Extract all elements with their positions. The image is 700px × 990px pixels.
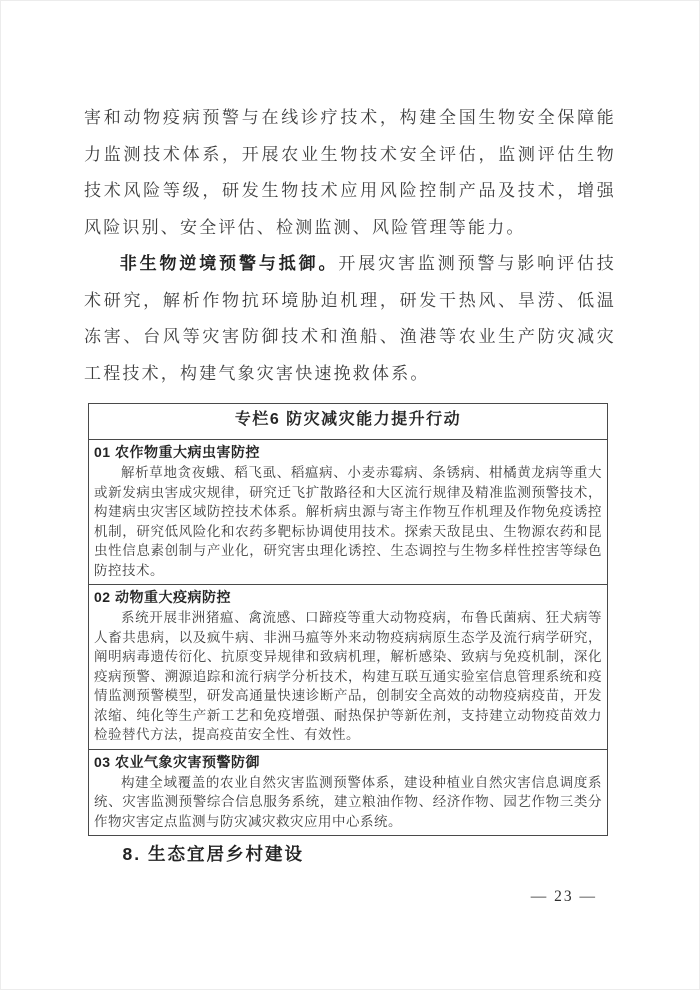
paragraph-lead-bold: 非生物逆境预警与抵御。 <box>119 254 339 273</box>
box-title-row <box>89 404 608 440</box>
box-section-01-heading: 01 农作物重大病虫害防控 <box>94 444 260 460</box>
body-text-block <box>84 100 616 392</box>
box-section-03-heading: 03 农业气象灾害预警防御 <box>94 753 260 770</box>
box-section-01-body: 解析草地贪夜蛾、稻飞虱、稻瘟病、小麦赤霉病、条锈病、柑橘黄龙病等重大或新发病虫害成灾规律，研究迁飞扩散路径和大区流行规律及精准监测预警技术，构建病虫灾害区域防控技术体系。解析病虫源与寄主作物互作机理及作物免疫诱控机制，研究低风险化和农药多靶标协调使用技术。探索天敌昆虫、生物源农药和昆虫性信息素创制与产业化，研究害虫理化诱控、生态调控与生物多样性控害等绿色防控技术。 <box>94 465 602 578</box>
box-section-row <box>89 440 608 585</box>
box-section-03 <box>89 749 608 836</box>
box-section-row <box>89 585 608 750</box>
box-section-02-body: 系统开展非洲猪瘟、禽流感、口蹄疫等重大动物疫病，布鲁氏菌病、狂犬病等人畜共患病，以及疯牛病、非洲马瘟等外来动物疫病病原生态学及流行病学研究，阐明病毒遗传衍化、抗原变异规律和致病机理，解析感染、致病与免疫机制，深化疫病预警、溯源追踪和流行病学分析技术，构建互联互通实验室信息管理系统和疫情监测预警模型，研发高通量快速诊断产品，创制安全高效的动物疫病疫苗，开发浓缩、纯化等生产新工艺和免疫增强、耐热保护等新佐剂，支持建立动物疫苗效力检验替代方法，提高疫苗安全性、有效性。 <box>94 610 602 742</box>
box-section-01 <box>89 440 608 585</box>
box-section-02-heading: 02 动物重大疫病防控 <box>94 589 231 605</box>
section-8-heading: 8. 生态宜居乡村建设 <box>122 844 304 864</box>
paragraph-abiotic-stress <box>84 246 616 392</box>
paragraph-continuation: 害和动物疫病预警与在线诊疗技术，构建全国生物安全保障能力监测技术体系，开展农业生物技术安全评估，监测评估生物技术风险等级，研发生物技术应用风险控制产品及技术，增强风险识别、安全评估、检测监测、风险管理等能力。 <box>84 108 616 237</box>
column-6-box <box>88 403 608 836</box>
page-number: — 23 — <box>530 888 597 905</box>
box-section-02 <box>89 585 608 750</box>
box-title: 专栏6 防灾减灾能力提升行动 <box>89 404 608 440</box>
box-section-row <box>89 749 608 836</box>
paragraph-body-text: 开展灾害监测预警与影响评估技术研究，解析作物抗环境胁迫机理，研发干热风、旱涝、低温冻害、台风等灾害防御技术和渔船、渔港等农业生产防灾减灾工程技术，构建气象灾害快速挽救体系。 <box>84 254 616 383</box>
box-section-03-body: 构建全域覆盖的农业自然灾害监测预警体系，建设种植业自然灾害信息调度系统、灾害监测预警综合信息服务系统，建立粮油作物、经济作物、园艺作物三类分作物灾害定点监测与防灾减灾救灾应用中心系统。 <box>94 774 602 829</box>
